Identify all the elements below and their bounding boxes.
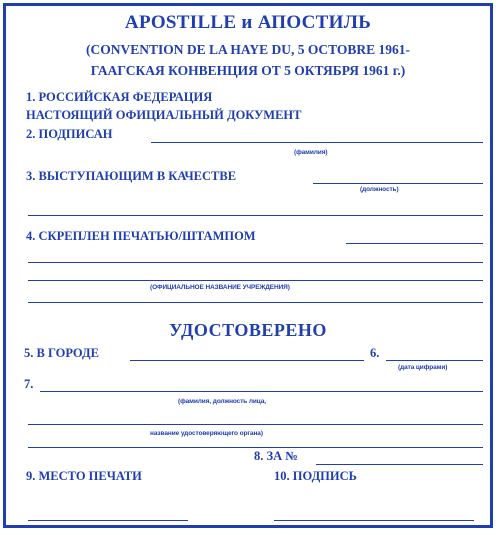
certified-heading: УДОСТОВЕРЕНО [169,320,327,340]
item-9-seal-place: 9. МЕСТО ПЕЧАТИ [26,469,142,483]
item-4-line-4 [28,302,483,303]
convention-ru: ГААГСКАЯ КОНВЕНЦИЯ ОТ 5 ОКТЯБРЯ 1961 г.) [90,63,406,78]
item-8-line [316,464,483,465]
item-1-country: 1. РОССИЙСКАЯ ФЕДЕРАЦИЯ [26,90,213,104]
apostille-stamp [3,3,493,528]
item-2-caption: (фамилия) [294,149,328,156]
item-5-city: 5. В ГОРОДЕ [24,346,99,360]
item-3-acting-as: 3. ВЫСТУПАЮЩИМ В КАЧЕСТВЕ [26,169,237,183]
item-5-line [130,360,364,361]
item-7-caption: (фамилия, должность лица, [178,398,267,405]
convention-fr: (CONVENTION DE LA HAYE DU, 5 OCTOBRE 1961- [85,42,411,57]
item-7-by: 7. [24,377,34,391]
item-3-caption: (должность) [360,186,399,193]
item-4-sealed: 4. СКРЕПЛЕН ПЕЧАТЬЮ/ШТАМПОМ [26,229,256,243]
item-8-number: 8. ЗА № [254,449,298,463]
item-3-line [313,183,483,184]
item-6-caption: (дата цифрами) [398,364,448,371]
item-10-signature: 10. ПОДПИСЬ [274,469,357,483]
item-1-document: НАСТОЯЩИЙ ОФИЦИАЛЬНЫЙ ДОКУМЕНТ [26,108,302,122]
item-7-line [40,391,483,392]
item-6-line [386,360,483,361]
item-2-signed-by: 2. ПОДПИСАН [26,127,113,141]
item-4-caption: (ОФИЦИАЛЬНОЕ НАЗВАНИЕ УЧРЕЖДЕНИЯ) [150,284,290,291]
item-4-line-2 [28,262,483,263]
item-7-caption-2: название удостоверяющего органа) [150,430,263,437]
item-7-line-2 [28,424,483,425]
item-4-line [346,243,483,244]
item-6-date: 6. [370,346,380,360]
item-4-line-3 [28,280,483,281]
stamp-title: APOSTILLE и АПОСТИЛЬ [124,12,372,33]
seal-line [28,520,188,521]
item-3-line-2 [28,215,483,216]
item-2-line [151,142,483,143]
signature-line [274,520,474,521]
item-7-line-3 [28,447,483,448]
